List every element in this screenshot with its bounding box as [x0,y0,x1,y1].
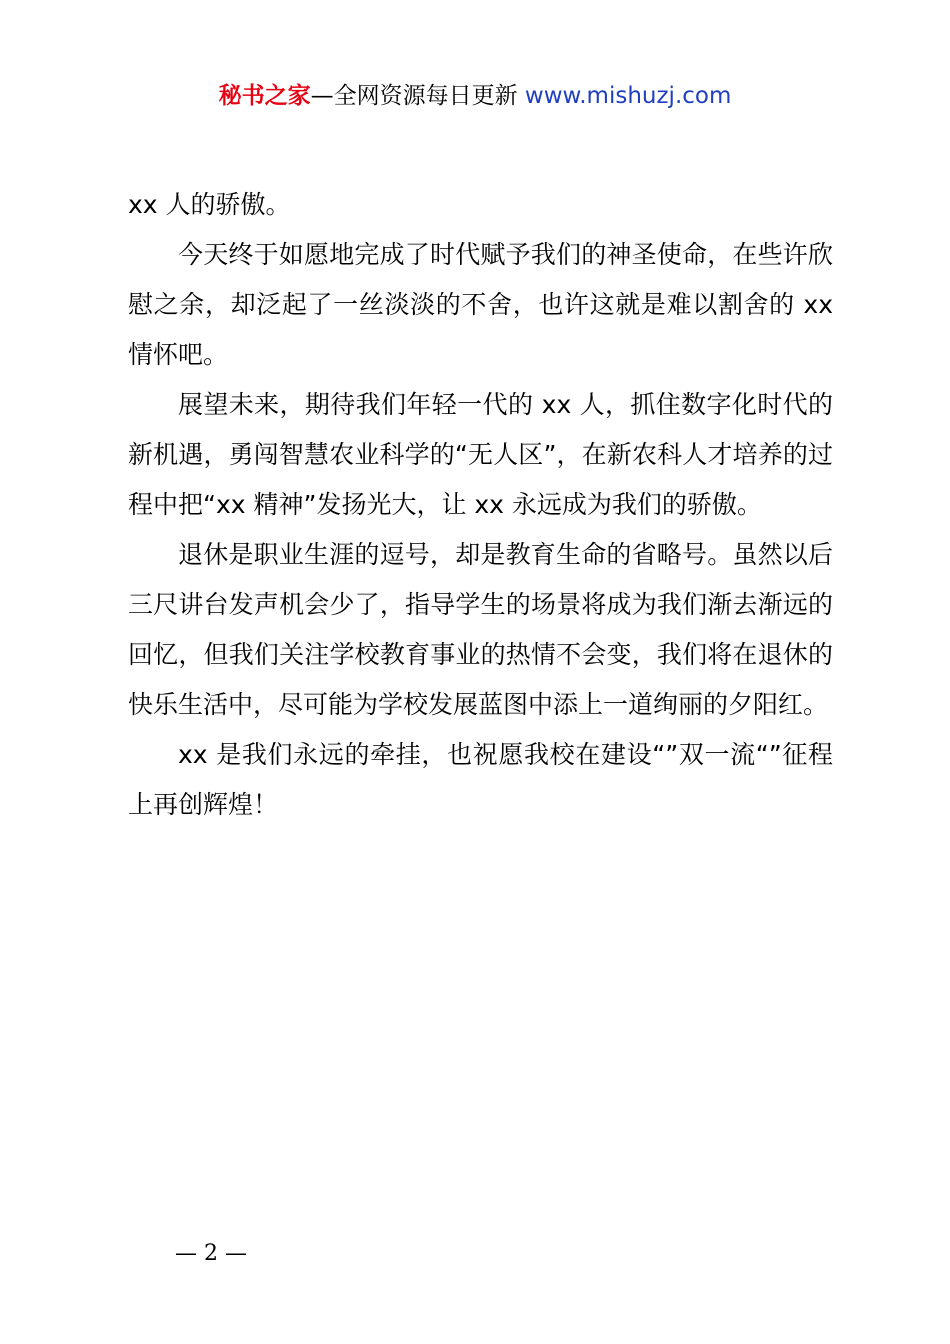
paragraph-continuation: xx 人的骄傲。 [128,190,291,219]
paragraph: 展望未来，期待我们年轻一代的 xx 人，抓住数字化时代的新机遇，勇闯智慧农业科学的“无人区”，在新农科人才培养的过程中把“xx 精神”发扬光大，让 xx 永远成为我们的骄傲。 [128,390,833,519]
paragraph: 退休是职业生涯的逗号，却是教育生命的省略号。虽然以后三尺讲台发声机会少了，指导学生的场景将成为我们渐去渐远的回忆，但我们关注学校教育事业的热情不会变，我们将在退休的快乐生活中，尽可能为学校发展蓝图中添上一道绚丽的夕阳红。 [128,540,833,719]
page-header [0,80,950,112]
paragraph: xx 是我们永远的牵挂，也祝愿我校在建设“”双一流“”征程上再创辉煌！ [128,740,833,819]
paragraph: 今天终于如愿地完成了时代赋予我们的神圣使命，在些许欣慰之余，却泛起了一丝淡淡的不舍，也许这就是难以割舍的 xx 情怀吧。 [128,240,833,369]
header-tagline: —全网资源每日更新 [310,83,525,109]
page-number: — 2 — [175,1241,247,1266]
site-url-link[interactable]: www.mishuzj.com [524,83,732,109]
brand-name: 秘书之家 [218,83,311,109]
document-body [128,180,833,830]
